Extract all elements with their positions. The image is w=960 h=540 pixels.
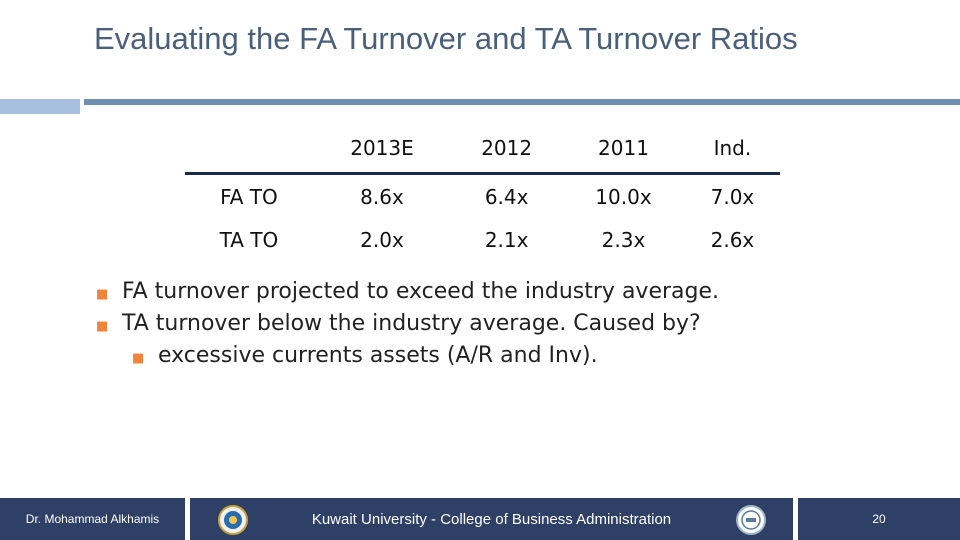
table-header-cell: 2011 — [562, 124, 685, 174]
table-cell: 2.1x — [484, 228, 529, 252]
table-header-cell — [185, 124, 313, 174]
table-header-cell: Ind. — [685, 124, 780, 174]
table-header-cell: 2012 — [451, 124, 562, 174]
footer-institution: Kuwait University - College of Business Administration — [190, 498, 793, 540]
square-bullet-icon: ■ — [96, 287, 109, 302]
bullet-text: excessive currents assets (A/R and Inv). — [158, 343, 598, 368]
table-cell: 7.0x — [710, 184, 755, 209]
bullet-text: TA turnover below the industry average. Caused by? — [122, 311, 701, 336]
bullet-list — [96, 279, 936, 375]
table-header-cell: 2013E — [313, 124, 451, 174]
table-cell: 2.3x — [601, 228, 646, 252]
footer-author: Dr. Mohammad Alkhamis — [0, 498, 185, 540]
page-number: 20 — [798, 498, 960, 540]
turnover-ratio-table — [185, 124, 780, 262]
college-accreditation-logo — [736, 505, 766, 535]
table-cell: 8.6x — [360, 184, 404, 209]
university-seal-logo — [218, 505, 248, 535]
table-cell: 2.6x — [710, 228, 755, 252]
table-cell: 6.4x — [484, 184, 529, 209]
table-cell: 10.0x — [595, 184, 652, 209]
title-accent-bar — [0, 99, 80, 114]
row-label: TA TO — [219, 228, 279, 252]
list-item — [96, 343, 936, 375]
square-bullet-icon: ■ — [96, 319, 109, 334]
table-cell: 2.0x — [360, 228, 404, 252]
table-row — [185, 218, 780, 262]
slide-title: Evaluating the FA Turnover and TA Turnover Ratios — [94, 21, 798, 56]
title-divider-rule — [84, 99, 960, 105]
table-row — [185, 174, 780, 219]
table-header-row — [185, 124, 780, 174]
square-bullet-icon: ■ — [132, 351, 145, 366]
bullet-text: FA turnover projected to exceed the industry average. — [122, 279, 719, 304]
row-label: FA TO — [220, 184, 278, 209]
list-item — [96, 279, 936, 311]
list-item — [96, 311, 936, 343]
